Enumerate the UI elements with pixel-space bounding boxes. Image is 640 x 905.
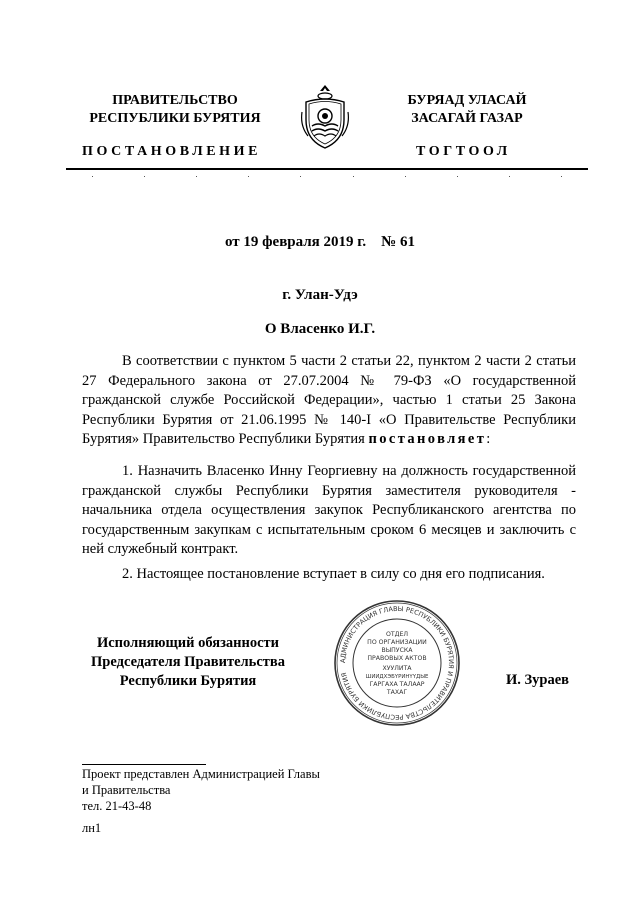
preamble-text: В соответствии с пунктом 5 части 2 статьи 22, пунктом 2 части 2 статьи 27 Федерального закона от 27.07.2004 № 79-ФЗ «О государственной гражданской службе Российской Федерации», частью 1 статьи 25 Закона Республики Бурятия от 21.06.1995 № 140-I «О Правительстве Республики Бурятия» Правительство Республики Бурятия <box>82 353 576 447</box>
stamp-ring-text: АДМИНИСТРАЦИЯ ГЛАВЫ РЕСПУБЛИКИ БУРЯТИЯ И ПРАВИТЕЛЬСТВА РЕСПУБЛИКИ БУРЯТИЯ <box>338 604 456 722</box>
footnote-line1: Проект представлен Администрацией Главы <box>82 767 320 781</box>
issuer-bua-line1: БУРЯАД УЛАСАЙ <box>407 93 527 108</box>
item-1-paragraph <box>82 462 576 560</box>
city: г. Улан-Удэ <box>282 287 358 303</box>
issuer-bua-line2: ЗАСАГАЙ ГАЗАР <box>411 111 523 126</box>
decrees-word: постановляет <box>368 431 487 447</box>
stamp-line3: ВЫПУСКА <box>381 647 413 654</box>
item-2-paragraph <box>82 565 576 585</box>
doc-type-ru: ПОСТАНОВЛЕНИЕ <box>82 144 262 159</box>
document-subject: О Власенко И.Г. <box>264 321 376 337</box>
stamp-line4: ПРАВОВЫХ АКТОВ <box>367 655 427 662</box>
signatory-name: И. Зураев <box>506 672 570 688</box>
date-and-number: от 19 февраля 2019 г. № 61 <box>224 234 415 250</box>
footnote-line2: и Правительства <box>82 783 171 797</box>
issuer-name-bua <box>392 92 542 128</box>
header-dotted-line <box>66 172 588 180</box>
stamp-line1: ОТДЕЛ <box>385 631 409 638</box>
footnote-initials: лн1 <box>82 821 102 835</box>
issuer-ru-line2: РЕСПУБЛИКИ БУРЯТИЯ <box>89 111 261 126</box>
footnote <box>82 766 320 836</box>
preamble-paragraph <box>82 352 576 450</box>
stamp-line5: ХУУЛИТА <box>382 665 412 672</box>
stamp-line2: ПО ОРГАНИЗАЦИИ <box>367 639 427 646</box>
issuer-ru-line1: ПРАВИТЕЛЬСТВО <box>112 93 238 108</box>
signatory-title-line1: Исполняющий обязанности <box>96 635 280 651</box>
issuer-name-ru <box>70 92 280 128</box>
header-rule <box>66 168 588 170</box>
official-stamp <box>332 598 462 728</box>
stamp-line7: ГАРГАХА ТАЛААР <box>369 681 425 688</box>
footnote-rule <box>82 764 206 765</box>
stamp-line8: ТАХАГ <box>386 689 408 696</box>
doc-type-bua: ТОГТООЛ <box>416 144 511 159</box>
coat-of-arms-icon <box>296 82 354 152</box>
signatory-title-line3: Республики Бурятия <box>119 673 257 689</box>
stamp-line6: ШИИДХЭБҮРИНҮҮДЫЕ <box>365 674 429 680</box>
signatory-title <box>82 634 294 691</box>
item-1-text: 1. Назначить Власенко Инну Георгиевну на должность государственной гражданской службы Республики Бурятия заместителя руководителя - начальника отдела осуществления закупок Республиканского агентства по государственным закупкам с испытательным сроком 6 месяцев и заключить с ней служебный контракт. <box>82 463 576 557</box>
footnote-line3: тел. 21-43-48 <box>82 799 152 813</box>
decrees-colon: : <box>486 431 491 447</box>
signatory-title-line2: Председателя Правительства <box>91 654 285 670</box>
item-2-text: 2. Настоящее постановление вступает в силу со дня его подписания. <box>122 566 545 582</box>
